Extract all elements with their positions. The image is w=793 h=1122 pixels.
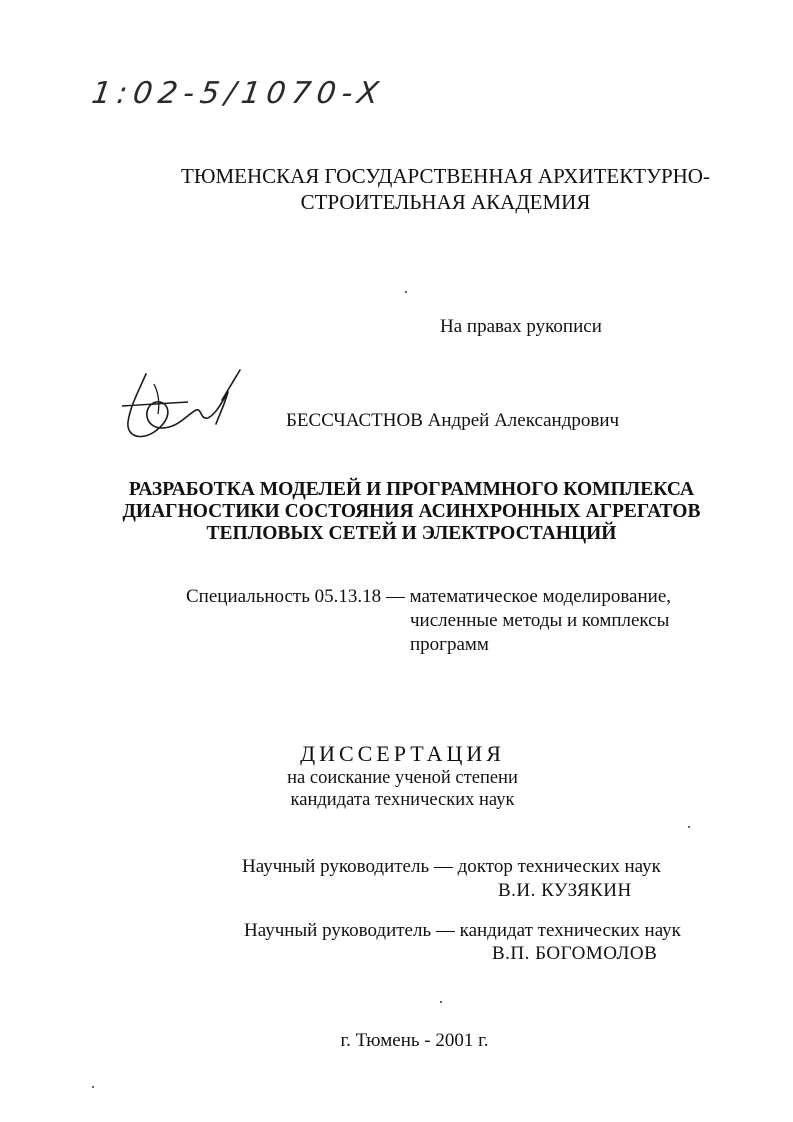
city-year: г. Тюмень - 2001 г.	[340, 1030, 489, 1051]
title-line-3: ТЕПЛОВЫХ СЕТЕЙ И ЭЛЕКТРОСТАНЦИЙ	[206, 523, 617, 544]
title-line-2: ДИАГНОСТИКИ СОСТОЯНИЯ АСИНХРОННЫХ АГРЕГАТОВ	[122, 501, 701, 522]
manuscript-rights-note: На правах рукописи	[440, 316, 602, 337]
dissertation-block	[0, 741, 793, 811]
scan-speck	[92, 1086, 94, 1088]
scan-speck	[405, 291, 407, 293]
author-name: БЕССЧАСТНОВ Андрей Александрович	[286, 410, 620, 431]
specialty-line-1: Специальность 05.13.18 — математическое моделирование,	[186, 586, 672, 607]
advisor-1-name: В.И. КУЗЯКИН	[498, 880, 632, 901]
scan-speck	[688, 826, 690, 828]
dissertation-title	[0, 479, 793, 545]
degree-line-1: на соискание ученой степени	[287, 768, 518, 788]
advisor-2-role: Научный руководитель — кандидат технических наук	[244, 920, 681, 941]
institution-line-1: ТЮМЕНСКАЯ ГОСУДАРСТВЕННАЯ АРХИТЕКТУРНО-	[181, 164, 710, 188]
institution-line-2: СТРОИТЕЛЬНАЯ АКАДЕМИЯ	[300, 190, 591, 214]
signature-icon	[118, 362, 258, 452]
specialty-line-2: численные методы и комплексы	[410, 610, 670, 631]
advisor-1-role: Научный руководитель — доктор технических наук	[242, 856, 661, 877]
degree-line-2: кандидата технических наук	[290, 790, 515, 810]
specialty-line-3: программ	[410, 634, 489, 655]
scan-speck	[440, 1001, 442, 1003]
advisor-2-name: В.П. БОГОМОЛОВ	[492, 943, 658, 964]
title-line-1: РАЗРАБОТКА МОДЕЛЕЙ И ПРОГРАММНОГО КОМПЛЕКСА	[128, 479, 695, 500]
institution-name	[0, 163, 793, 215]
dissertation-heading: ДИССЕРТАЦИЯ	[300, 741, 505, 766]
handwritten-archive-code: 1:02-5/1070-X	[89, 76, 387, 111]
